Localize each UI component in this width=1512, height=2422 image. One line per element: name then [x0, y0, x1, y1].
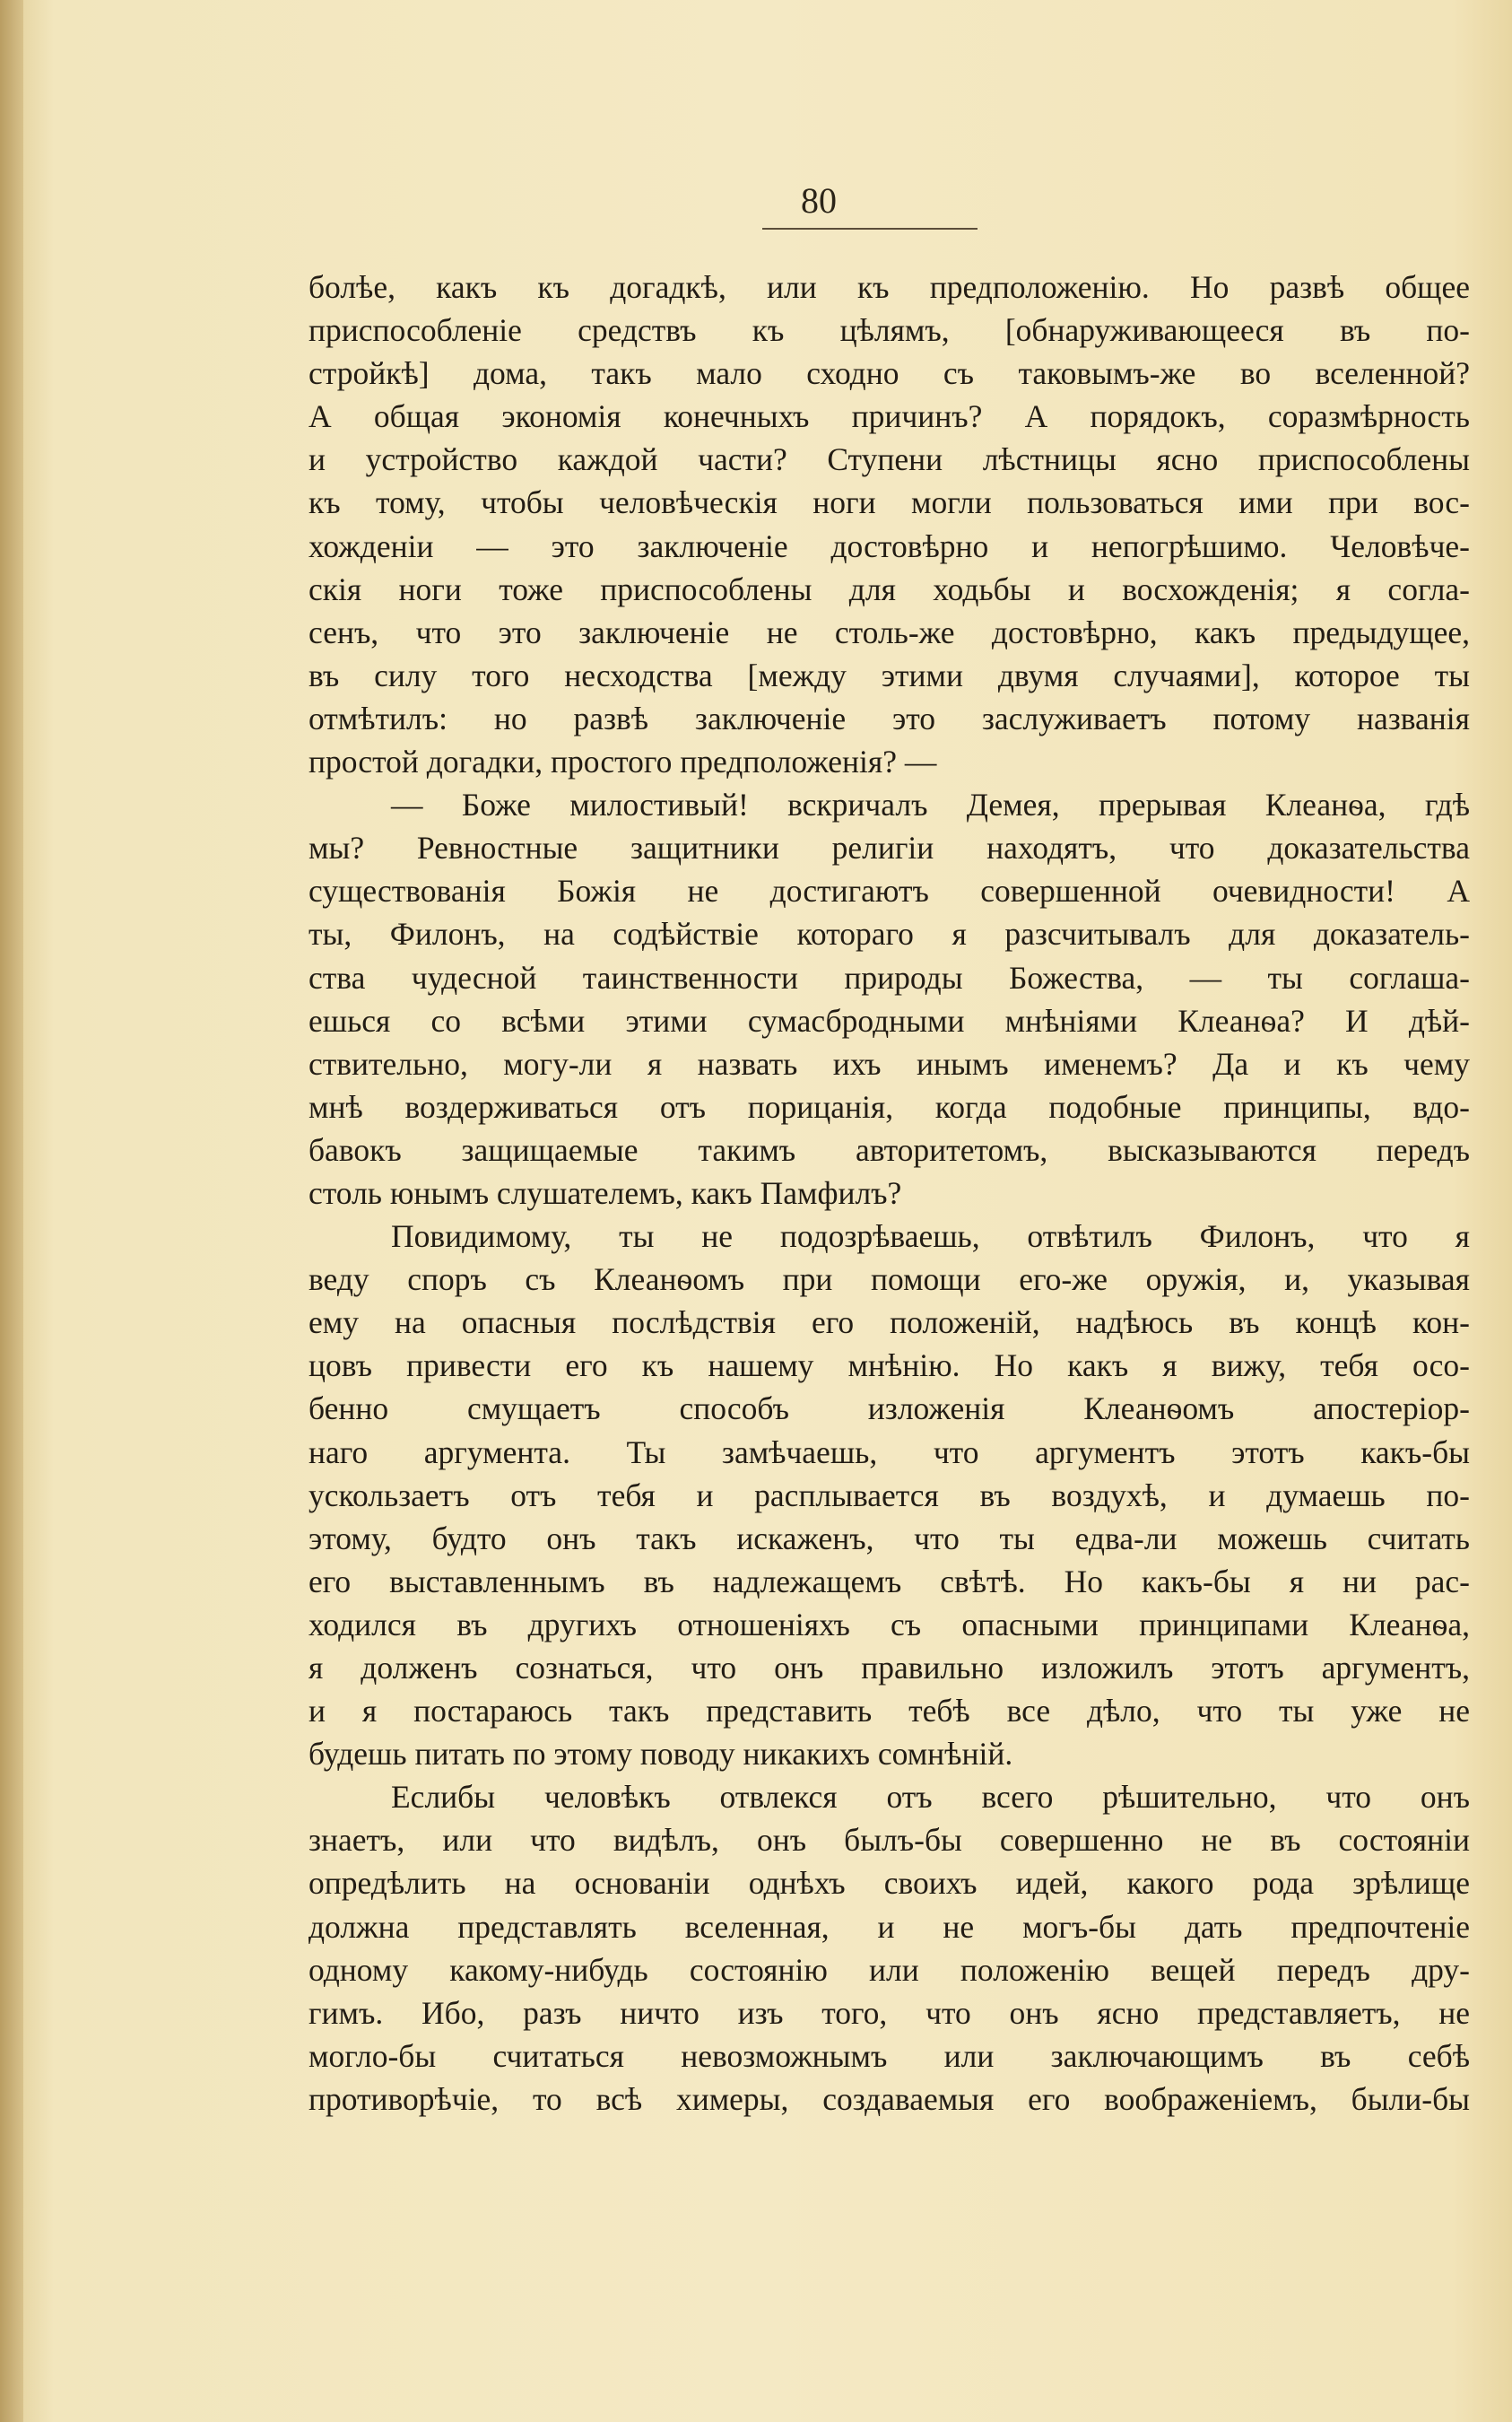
page-number: 80: [801, 180, 837, 221]
text-line: знаетъ, или что видѣлъ, онъ былъ-бы совершенно не въ состояніи: [308, 1822, 1470, 1859]
text-line: хожденіи — это заключеніе достовѣрно и непогрѣшимо. Человѣче-: [308, 527, 1470, 564]
body-text: [308, 266, 1470, 2121]
text-line: и устройство каждой части? Ступени лѣстницы ясно приспособлены: [308, 441, 1470, 478]
text-line: столь юнымъ слушателемъ, какъ Памфилъ?: [308, 1174, 902, 1211]
text-line: Повидимому, ты не подозрѣваешь, отвѣтилъ Филонъ, что я: [391, 1218, 1470, 1255]
text-line: бенно смущаетъ способъ изложенія Клеанѳомъ апостеріор-: [308, 1390, 1470, 1427]
text-line: должна представлять вселенная, и не могъ-бы дать предпочтеніе: [308, 1908, 1470, 1945]
text-line: ускользаетъ отъ тебя и расплывается въ воздухѣ, и думаешь по-: [308, 1477, 1470, 1513]
text-line: наго аргумента. Ты замѣчаешь, что аргументъ этотъ какъ-бы: [308, 1433, 1470, 1470]
text-line: могло-бы считаться невозможнымъ или заключающимъ въ себѣ: [308, 2037, 1470, 2074]
text-line: ходился въ другихъ отношеніяхъ съ опасными принципами Клеанѳа,: [308, 1606, 1470, 1642]
page-spine: [0, 0, 23, 2422]
text-line: противорѣчіе, то всѣ химеры, создаваемыя его воображеніемъ, были-бы: [308, 2080, 1470, 2117]
text-line: ствительно, могу-ли я назвать ихъ инымъ именемъ? Да и къ чему: [308, 1045, 1470, 1082]
text-line: опредѣлить на основаніи однѣхъ своихъ идей, какого рода зрѣлище: [308, 1865, 1470, 1902]
text-line: скія ноги тоже приспособлены для ходьбы и восхожденія; я согла-: [308, 571, 1470, 607]
text-line: одному какому-нибудь состоянію или положенію вещей передъ дру-: [308, 1951, 1470, 1988]
text-line: А общая экономія конечныхъ причинъ? А порядокъ, соразмѣрность: [308, 398, 1470, 435]
text-line: приспособленіе средствъ къ цѣлямъ, [обнаруживающееся въ по-: [308, 312, 1470, 349]
text-line: будешь питать по этому поводу никакихъ сомнѣній.: [308, 1736, 1013, 1773]
text-line: гимъ. Ибо, разъ ничто изъ того, что онъ ясно представляетъ, не: [308, 1994, 1470, 2031]
text-line: болѣе, какъ къ догадкѣ, или къ предположенію. Но развѣ общее: [308, 269, 1470, 305]
text-line: ему на опасныя послѣдствія его положеній, надѣюсь въ концѣ кон-: [308, 1304, 1470, 1341]
text-line: — Боже милостивый! вскричалъ Демея, прерывая Клеанѳа, гдѣ: [391, 787, 1470, 823]
text-line: мнѣ воздерживаться отъ порицанія, когда подобные принципы, вдо-: [308, 1088, 1470, 1125]
text-line: Еслибы человѣкъ отвлекся отъ всего рѣшительно, что онъ: [391, 1779, 1470, 1816]
text-line: бавокъ защищаемые такимъ авторитетомъ, высказываются передъ: [308, 1131, 1470, 1168]
text-line: ты, Филонъ, на содѣйствіе котораго я разсчитывалъ для доказатель-: [308, 916, 1470, 953]
text-line: къ тому, чтобы человѣческія ноги могли пользоваться ими при вос-: [308, 484, 1470, 521]
text-line: отмѣтилъ: но развѣ заключеніе это заслуживаетъ потому названія: [308, 700, 1470, 736]
text-line: мы? Ревностные защитники религіи находятъ, что доказательства: [308, 830, 1470, 867]
header-rule: [762, 228, 978, 230]
text-line: существованія Божія не достигаютъ совершенной очевидности! А: [308, 873, 1470, 910]
text-line: его выставленнымъ въ надлежащемъ свѣтѣ. Но какъ-бы я ни рас-: [308, 1563, 1470, 1599]
text-line: стройкѣ] дома, такъ мало сходно съ таковымъ-же во вселенной?: [308, 355, 1470, 392]
text-line: веду споръ съ Клеанѳомъ при помощи его-же оружія, и, указывая: [308, 1261, 1470, 1298]
text-line: ства чудесной таинственности природы Божества, — ты соглаша-: [308, 959, 1470, 996]
text-line: простой догадки, простого предположенія? —: [308, 744, 937, 780]
text-line: въ силу того несходства [между этими двумя случаями], которое ты: [308, 657, 1470, 693]
text-line: этому, будто онъ такъ искаженъ, что ты едва-ли можешь считать: [308, 1520, 1470, 1556]
text-line: и я постараюсь такъ представить тебѣ все дѣло, что ты уже не: [308, 1693, 1470, 1729]
text-line: сенъ, что это заключеніе не столь-же достовѣрно, какъ предыдущее,: [308, 614, 1470, 650]
text-line: я долженъ сознаться, что онъ правильно изложилъ этотъ аргументъ,: [308, 1650, 1470, 1686]
text-line: цовъ привести его къ нашему мнѣнію. Но какъ я вижу, тебя осо-: [308, 1347, 1470, 1384]
text-line: ешься со всѣми этими сумасбродными мнѣніями Клеанѳа? И дѣй-: [308, 1002, 1470, 1039]
